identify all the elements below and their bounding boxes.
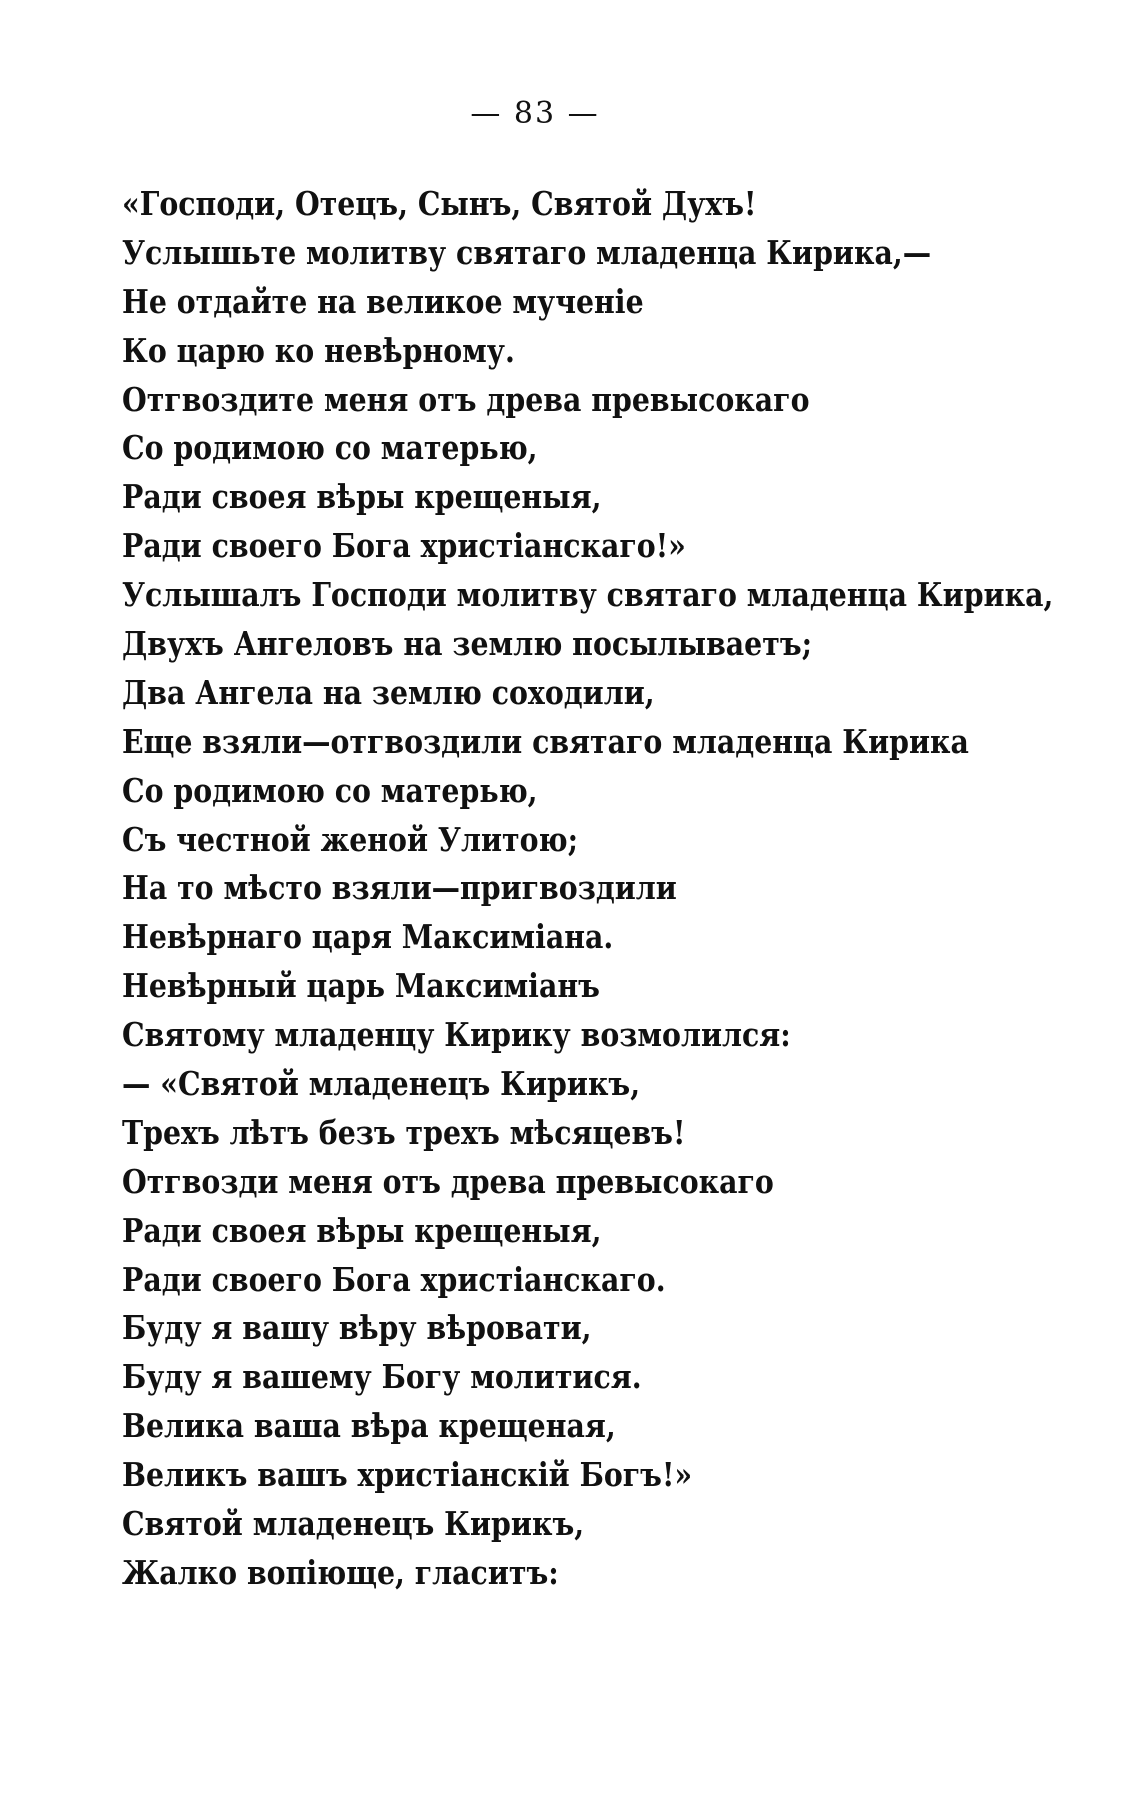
- poem-line: Еще взяли—отгвоздили святаго младенца Кирика: [122, 721, 969, 761]
- poem-line: Буду я вашу вѣру вѣровати,: [122, 1308, 592, 1348]
- poem-line: Невѣрный царь Максиміанъ: [122, 966, 600, 1006]
- poem-line: «Господи, Отецъ, Сынъ, Святой Духъ!: [122, 184, 757, 223]
- poem-line: Невѣрнаго царя Максиміана.: [122, 917, 614, 957]
- poem-line: Со родимою со матерью,: [122, 770, 538, 810]
- poem-line: Велика ваша вѣра крещеная,: [122, 1406, 616, 1446]
- poem-line: Отгвозди меня отъ древа превысокаго: [122, 1161, 774, 1201]
- poem-line: Буду я вашему Богу молитися.: [122, 1357, 642, 1397]
- poem-line: Жалко вопіюще, гласитъ:: [122, 1552, 559, 1592]
- poem-line: Ради своея вѣры крещеныя,: [122, 1210, 602, 1250]
- poem-line: Услышалъ Господи молитву святаго младенца Кирика,: [122, 575, 1054, 615]
- poem-line: Два Ангела на землю соходили,: [122, 672, 655, 712]
- poem-line: Не отдайте на великое мученіе: [122, 281, 644, 321]
- poem-line: Съ честной женой Улитою;: [122, 819, 579, 859]
- poem-line: Отгвоздите меня отъ древа превысокаго: [122, 379, 810, 419]
- poem-text: [122, 180, 1140, 1598]
- poem-line: Двухъ Ангеловъ на землю посылываетъ;: [122, 624, 813, 664]
- poem-line: Святой младенецъ Кирикъ,: [122, 1504, 585, 1544]
- page-number: — 83 —: [470, 96, 600, 131]
- poem-line: — «Святой младенецъ Кирикъ,: [122, 1064, 641, 1104]
- poem-line: Великъ вашъ христіанскій Богъ!»: [122, 1455, 693, 1495]
- poem-line: Трехъ лѣтъ безъ трехъ мѣсяцевъ!: [122, 1112, 686, 1152]
- poem-line: Ко царю ко невѣрному.: [122, 330, 515, 370]
- poem-line: Услышьте молитву святаго младенца Кирика,—: [122, 232, 932, 272]
- poem-line: Со родимою со матерью,: [122, 428, 538, 468]
- poem-line: Ради своего Бога христіанскаго.: [122, 1259, 666, 1299]
- poem-line: Святому младенцу Кирику возмолился:: [122, 1015, 791, 1055]
- poem-line: Ради своея вѣры крещеныя,: [122, 477, 602, 517]
- poem-line: Ради своего Бога христіанскаго!»: [122, 526, 686, 566]
- poem-line: На то мѣсто взяли—пригвоздили: [122, 868, 677, 908]
